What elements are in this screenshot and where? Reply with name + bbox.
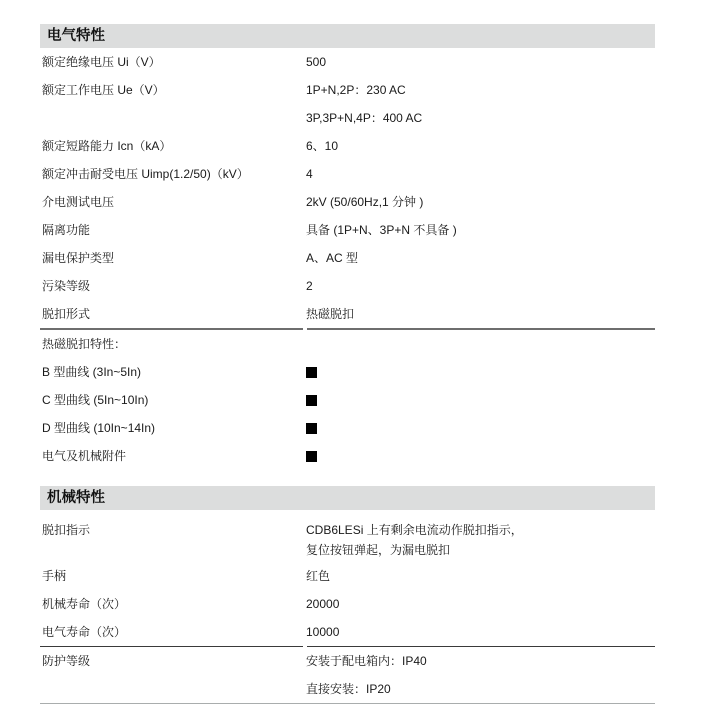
spec-label: 防护等级 <box>42 653 91 668</box>
table-bottom-border <box>40 703 655 704</box>
availability-marker <box>306 451 317 462</box>
spec-row <box>40 414 655 442</box>
availability-marker <box>306 367 317 378</box>
spec-value: 2kV (50/60Hz,1 分钟 ) <box>306 194 424 209</box>
spec-label: 电气寿命（次） <box>42 624 127 639</box>
spec-label: 隔离功能 <box>42 222 91 237</box>
spec-value: 20000 <box>306 596 340 611</box>
spec-value <box>306 393 655 408</box>
spec-row <box>40 675 655 703</box>
spec-label: 额定冲击耐受电压 Uimp(1.2/50)（kV） <box>42 166 249 181</box>
spec-row <box>40 647 655 675</box>
divider-segment <box>307 646 655 647</box>
spec-label: 手柄 <box>42 568 67 583</box>
availability-marker <box>306 423 317 434</box>
spec-row <box>40 188 655 216</box>
spec-value: 6、10 <box>306 138 339 153</box>
spec-label: 漏电保护类型 <box>42 250 115 265</box>
spec-label: C 型曲线 (5In~10In) <box>42 392 149 407</box>
spec-section-1 <box>40 486 655 703</box>
spec-row <box>40 132 655 160</box>
spec-section-0 <box>40 24 655 470</box>
spec-value: 热磁脱扣 <box>306 306 355 321</box>
spec-value: 4 <box>306 166 313 181</box>
spec-sheet <box>40 24 655 704</box>
spec-label: 额定短路能力 Icn（kA） <box>42 138 172 153</box>
spec-row <box>40 104 655 132</box>
section-header: 机械特性 <box>40 486 655 510</box>
availability-marker <box>306 395 317 406</box>
spec-label: 热磁脱扣特性： <box>42 336 127 351</box>
spec-row <box>40 386 655 414</box>
spec-label: 介电测试电压 <box>42 194 115 209</box>
section-header: 电气特性 <box>40 24 655 48</box>
spec-row <box>40 590 655 618</box>
spec-row <box>40 442 655 470</box>
divider-segment <box>40 646 303 647</box>
spec-value: 1P+N,2P：230 AC <box>306 82 406 97</box>
spec-value: 直接安装：IP20 <box>306 681 391 696</box>
section-rows <box>40 48 655 470</box>
section-divider <box>40 646 655 647</box>
spec-label: 电气及机械附件 <box>42 448 127 463</box>
spec-label: 额定工作电压 Ue（V） <box>42 82 165 97</box>
spec-row <box>40 518 655 562</box>
spec-value: 500 <box>306 54 327 69</box>
spec-label: 脱扣指示 <box>42 523 91 537</box>
spec-row <box>40 76 655 104</box>
spec-row <box>40 272 655 300</box>
spec-value: A、AC 型 <box>306 250 359 265</box>
spec-row <box>40 618 655 646</box>
section-rows <box>40 510 655 703</box>
spec-row <box>40 330 655 358</box>
spec-value: 10000 <box>306 624 340 639</box>
spec-value: 安装于配电箱内：IP40 <box>306 653 427 668</box>
spec-row <box>40 216 655 244</box>
spec-label: 污染等级 <box>42 278 91 293</box>
spec-row <box>40 48 655 76</box>
spec-row <box>40 160 655 188</box>
spec-value: 红色 <box>306 568 331 583</box>
spec-value <box>306 365 655 380</box>
spec-value-line: CDB6LESi 上有剩余电流动作脱扣指示， <box>306 523 523 537</box>
spec-label: D 型曲线 (10In~14In) <box>42 420 156 435</box>
spec-label: B 型曲线 (3In~5In) <box>42 364 142 379</box>
spec-row <box>40 300 655 328</box>
spec-value <box>306 449 655 464</box>
spec-value <box>306 520 655 560</box>
spec-label: 脱扣形式 <box>42 306 91 321</box>
spec-label: 机械寿命（次） <box>42 596 127 611</box>
spec-value: 3P,3P+N,4P：400 AC <box>306 110 423 125</box>
spec-sections <box>40 24 655 703</box>
spec-value: 具备 (1P+N、3P+N 不具备 ) <box>306 222 457 237</box>
divider-segment <box>307 328 655 330</box>
spec-value-line: 复位按钮弹起，为漏电脱扣 <box>306 543 451 557</box>
spec-label: 额定绝缘电压 Ui（V） <box>42 54 161 69</box>
spec-value <box>306 421 655 436</box>
section-divider <box>40 328 655 330</box>
spec-row <box>40 562 655 590</box>
spec-row <box>40 358 655 386</box>
divider-segment <box>40 328 303 330</box>
spec-row <box>40 244 655 272</box>
spec-value: 2 <box>306 278 313 293</box>
